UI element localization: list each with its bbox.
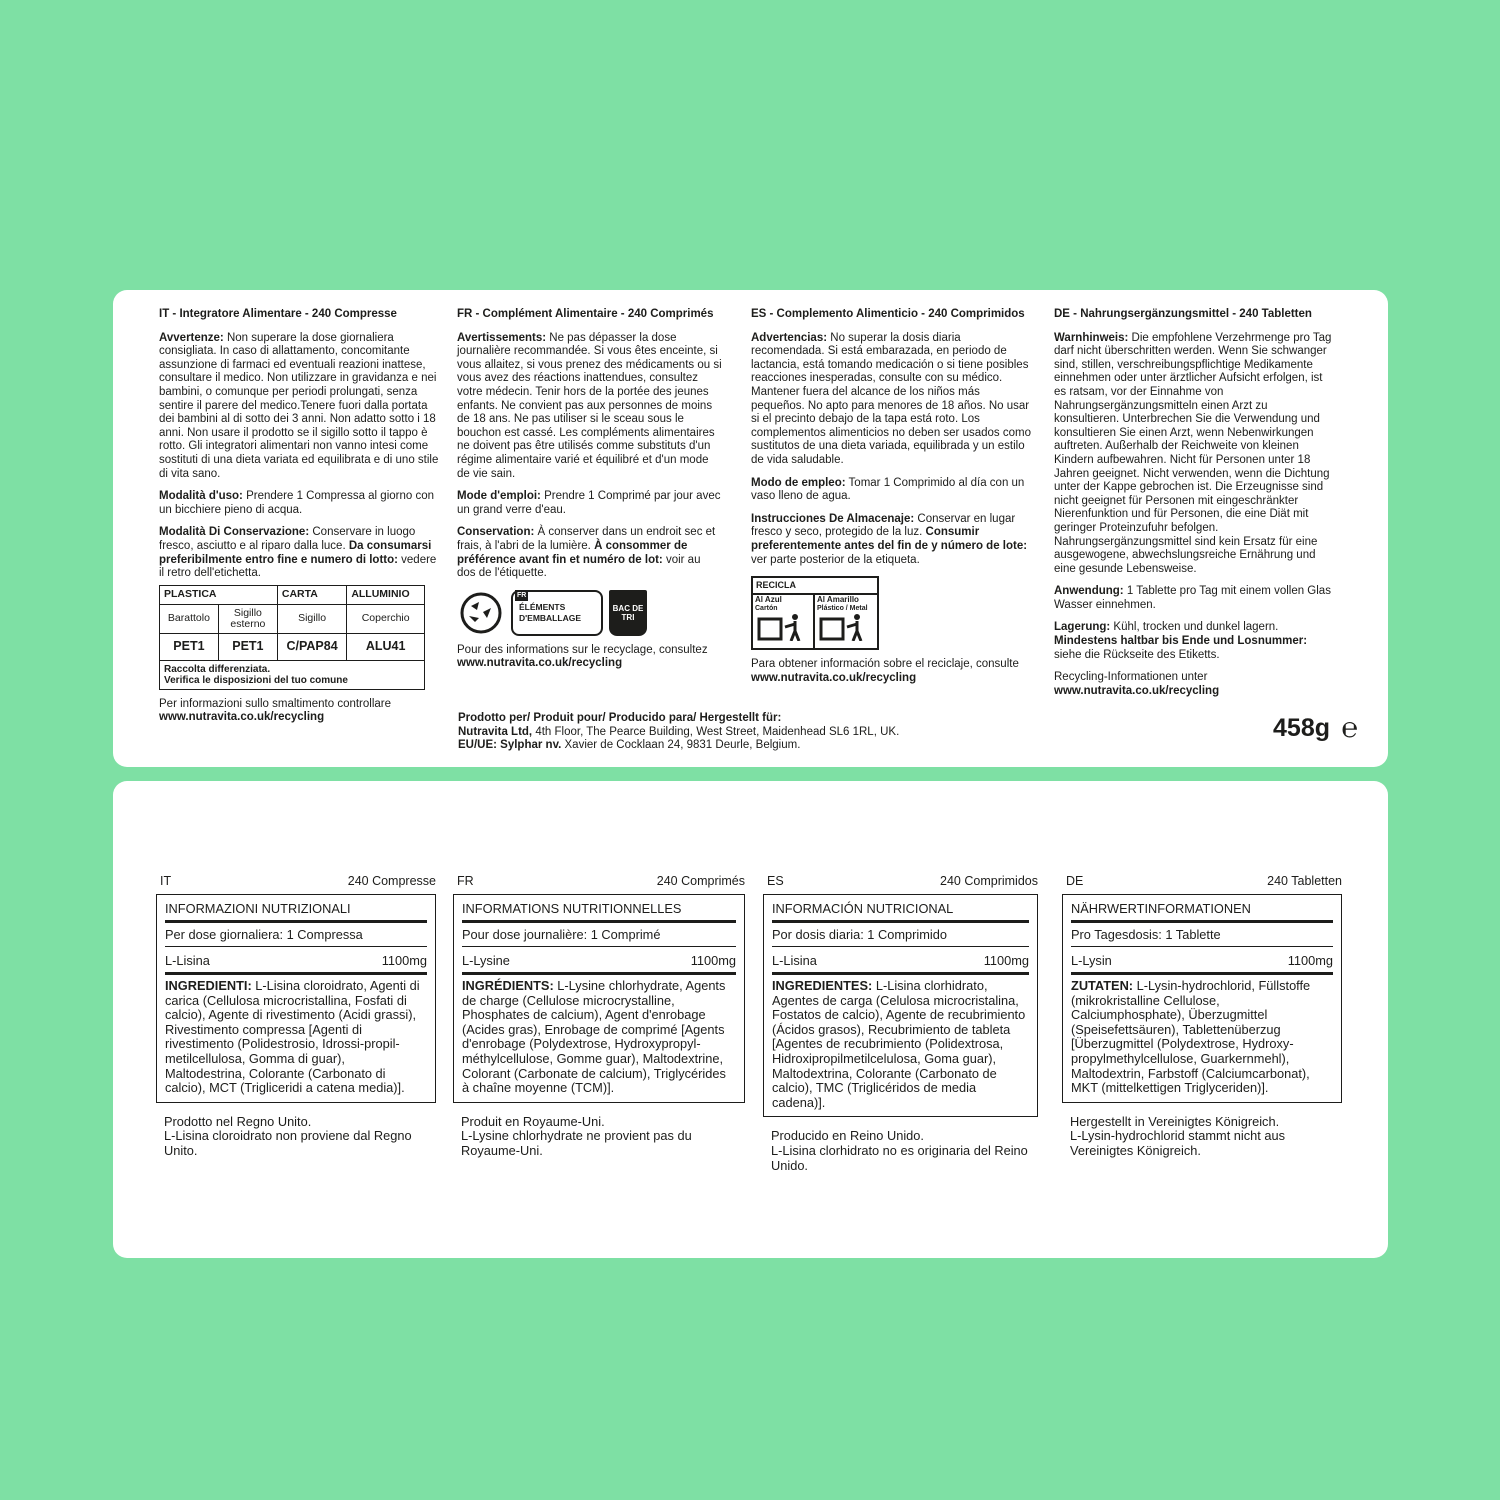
net-weight: 458g [1273,714,1330,742]
de-recycling-link[interactable]: www.nutravita.co.uk/recycling [1054,684,1220,697]
es-recycling-link[interactable]: www.nutravita.co.uk/recycling [751,671,917,684]
fr-recycling-link[interactable]: www.nutravita.co.uk/recycling [457,657,623,670]
origin-note: Produit en Royaume-Uni. L-Lysine chlorhydrate ne provient pas du Royaume-Uni. [461,1113,692,1158]
rec-cell: Sigillo [277,604,346,633]
es-recycling-info: Para obtener información sobre el reciclaje, consulte www.nutravita.co.uk/recycling [751,658,1019,684]
dose-line: Pour dose journalière: 1 Comprimé [462,923,736,947]
de-usage: Anwendung: 1 Tablette pro Tag mit einem vollen Glas Wasser einnehmen. [1054,585,1331,611]
ingredients: INGREDIENTES: L-Lisina clorhidrato, Agentes de carga (Celulosa microcristalina, Fostatos de calcio), Agente de recubrimiento (Ácidos grasos), Recubrimiento de tableta [Agentes de recubrimiento (Polidextrosa, Hidroxipropilmetilcelulosa, Goma guar), Maltodextrina, Colorante (Carbonato de calcio), TMC (Triglicéridos de media cadena)]. [772,978,1026,1110]
tablet-count: 240 Compresse [347,874,436,888]
rec-cell: ALLUMINIO [347,585,425,604]
rec-cell: Barattolo [160,604,219,633]
ingredients: INGRÉDIENTS: L-Lysine chlorhydrate, Agents de charge (Cellulose microcrystalline, Phosphates de calcium), Agent d'enrobage (Acides gras), Enrobage de comprimé [Agents d'enrobage (Polydextrose, Hydroxypropyl-méthylcellulose, Gomme guar), Maltodextrine, Colorant (Carbonate de calcium), Triglycérides à chaîne moyenne (TCM)]. [462,978,726,1096]
nutrition-box [156,894,436,1103]
rec-cell: CARTA [277,585,346,604]
fr-warnings: Avertissements: Ne pas dépasser la dose journalière recommandée. Si vous êtes enceinte, si vous allaitez, si vous prenez des médicaments ou si vous avez des réactions inattendues, consultez votre médecin. Tenir hors de la portée des jeunes enfants. Ne convient pas aux personnes de moins de 18 ans. Ne pas utiliser si le sceau sous le bouchon est cassé. Les compléments alimentaires ne doivent pas être utilisés comme substituts d'un régime alimentaire varié et équilibré et d'un mode de vie sain. [457,331,722,480]
it-storage: Modalità Di Conservazione: Conservare in luogo fresco, asciutto e al riparo dalla luce. Da consumarsi preferibilmente entro fine e numero di lotto: vedere il retro dell'etichetta. [159,526,437,580]
it-recycling-link[interactable]: www.nutravita.co.uk/recycling [159,711,325,724]
dose-line: Por dosis diaria: 1 Comprimido [772,923,1029,947]
origin-note: Prodotto nel Regno Unito. L-Lisina cloroidrato non proviene dal Regno Unito. [164,1113,412,1158]
lang-code: IT [160,874,172,888]
nutrition-title: NÄHRWERTINFORMATIONEN [1071,901,1333,923]
bac-de-tri-icon: BAC DE TRI [609,590,647,636]
fr-header: FR - Complément Alimentaire - 240 Comprimés [457,308,714,320]
nutrition-column-it [156,874,436,1159]
nutrition-column-de [1062,874,1342,1159]
nutrition-title: INFORMAZIONI NUTRIZIONALI [165,901,427,923]
e-mark-icon: ℮ [1341,712,1358,743]
rec-cell: C/PAP84 [277,633,346,660]
nutrition-column-es [763,874,1038,1173]
fr-column [457,308,722,671]
de-recycling-info: Recycling-Informationen unter [1054,671,1208,684]
nutrient-row: L-Lisina 1100mg [165,947,427,975]
recicla-badge: RECICLA Al Azul Cartón Al Amarillo Plástico / Metal [751,576,879,650]
it-recycling-info: Per informazioni sullo smaltimento controllare [159,697,392,710]
rec-cell: PET1 [160,633,219,660]
rec-cell: PLASTICA [160,585,278,604]
triman-logo [457,590,722,636]
it-header: IT - Integratore Alimentare - 240 Compresse [159,308,397,320]
rec-cell: ALU41 [347,633,425,660]
es-header: ES - Complemento Alimenticio - 240 Comprimidos [751,308,1025,320]
it-recycling-table [159,585,425,690]
rec-cell: Sigillo esterno [218,604,277,633]
ingredients: ZUTATEN: L-Lysin-hydrochlorid, Füllstoffe (mikrokristalline Cellulose, Calciumphosphate), Überzugmittel (Speisefettsäuren), Tablettenüberzug [Überzugmittel (Polydextrose, Hydroxy-propylmethylcellulose, Guarkernmehl), Maltodextrin, Farbstoff (Calciumcarbonat), MKT (mittelkettigen Triglyceriden)]. [1071,978,1311,1096]
dose-line: Per dose giornaliera: 1 Compressa [165,923,427,947]
lang-code: ES [767,874,784,888]
tablet-count: 240 Tabletten [1267,874,1342,888]
recicla-amarillo: Al Amarillo Plástico / Metal [815,593,877,648]
de-header: DE - Nahrungsergänzungsmittel - 240 Tabletten [1054,308,1312,320]
nutrition-column-fr [453,874,745,1159]
recicla-azul: Al Azul Cartón [753,593,815,648]
rec-note: Raccolta differenziata. Verifica le disposizioni del tuo comune [160,660,425,689]
triman-icon [457,590,505,636]
it-warnings: Avvertenze: Non superare la dose giornaliera consigliata. In caso di allattamento, concomitante assunzione di farmaci ed eventuali reazioni inattese, consultare il medico. Non utilizzare in gravidanza e nei bambini, o comunque per periodi prolungati, senza sentire il parere del medico.Tenere fuori dalla portata dei bambini al di sotto dei 3 anni. Non adatto sotto i 18 anni. Non usare il prodotto se il sigillo sotto il tappo è rotto. Gli integratori alimentari non vanno intesi come sostituti di una dieta variata ed equilibrata e di uno stile di vita sano. [159,331,439,480]
producer-info: Prodotto per/ Produit pour/ Producido para/ Hergestellt für: Nutravita Ltd, 4th Floor, The Pearce Building, West Street, Maidenhead SL6 1RL, UK. EU/UE: Sylphar nv. Xavier de Cocklaan 24, 9831 Deurle, Belgium. [458,712,900,752]
es-storage: Instrucciones De Almacenaje: Conservar en lugar fresco y seco, protegido de la luz. Consumir preferentemente antes del fin de y número de lote: ver parte posterior de la etiqueta. [751,512,1028,566]
label-panel-bottom [113,781,1388,1258]
nutrient-row: L-Lisina 1100mg [772,947,1029,975]
nutrition-title: INFORMACIÓN NUTRICIONAL [772,901,1029,923]
it-usage: Modalità d'uso: Prendere 1 Compressa al giorno con un bicchiere pieno di acqua. [159,490,435,516]
fr-usage: Mode d'emploi: Prendre 1 Comprimé par jour avec un grand verre d'eau. [457,490,721,516]
de-storage: Lagerung: Kühl, trocken und dunkel lagern. Mindestens haltbar bis Ende und Losnummer: siehe die Rückseite des Etiketts. [1054,621,1308,661]
rec-cell: PET1 [218,633,277,660]
fr-storage: Conservation: À conserver dans un endroit sec et frais, à l'abri de la lumière. À consommer de préférence avant fin et numéro de lot: voir au dos de l'étiquette. [457,526,716,580]
recycle-bin-icon [817,613,871,641]
nutrient-row: L-Lysine 1100mg [462,947,736,975]
nutrition-box [763,894,1038,1117]
it-column [159,308,439,725]
recycle-bin-icon [755,613,809,641]
lang-code: DE [1066,874,1084,888]
es-usage: Modo de empleo: Tomar 1 Comprimido al día con un vaso lleno de agua. [751,476,1025,503]
label-panel-top [113,290,1388,767]
nutrient-row: L-Lysin 1100mg [1071,947,1333,975]
nutrition-title: INFORMATIONS NUTRITIONNELLES [462,901,736,923]
nutrition-box [1062,894,1342,1103]
de-column [1054,308,1334,698]
tablet-count: 240 Comprimés [656,874,745,888]
origin-note: Hergestellt in Vereinigtes Königreich. L-Lysin-hydrochlorid stammt nicht aus Vereinigtes Königreich. [1070,1113,1286,1158]
tablet-count: 240 Comprimidos [940,874,1038,888]
lang-code: FR [457,874,474,888]
fr-recycling-info: Pour des informations sur le recyclage, consultez www.nutravita.co.uk/recycling [457,643,708,670]
es-column [751,308,1031,685]
origin-note: Producido en Reino Unido. L-Lisina clorhidrato no es originaria del Reino Unido. [771,1128,1028,1173]
de-warnings: Warnhinweis: Die empfohlene Verzehrmenge pro Tag darf nicht überschritten werden. Wenn Sie schwanger sind, stillen, verschreibungspflichtige Medikamente einnehmen oder unter ärztlicher Aufsicht erfolgen, ist es ratsam, vor der Einnahme von Nahrungsergänzungsmitteln einen Arzt zu konsultieren. Unterbrechen Sie die Verwendung und konsultieren Sie einen Arzt, wenn Nebenwirkungen auftreten. Außerhalb der Reichweite von kleinen Kindern aufbewahren. Nicht für Personen unter 18 Jahren geeignet. Nicht verwenden, wenn die Dichtung unter der Kappe gebrochen ist. Die Erzeugnisse sind nicht geeignet für Personen mit eingeschränkter Nierenfunktion und für Personen, die eine Diät mit geringer Proteinzufuhr befolgen. Nahrungsergänzungsmittel sind kein Ersatz für eine ausgewogene, abwechslungsreiche Ernährung und eine gesunde Lebensweise. [1054,331,1332,575]
dose-line: Pro Tagesdosis: 1 Tablette [1071,923,1333,947]
ingredients: INGREDIENTI: L-Lisina cloroidrato, Agenti di carica (Cellulosa microcristallina, Fosfati di calcio), Agente di rivestimento (Acidi grassi), Rivestimento compressa [Agenti di rivestimento (Polidestrosio, Idrossi-propil-metilcellulosa, Gomma di guar), Maltodestrina, Colorante (Carbonato di calcio), MCT (Trigliceridi a catena media)]. [165,978,420,1096]
rec-cell: Coperchio [347,604,425,633]
nutrition-box [453,894,745,1103]
es-warnings: Advertencias: No superar la dosis diaria recomendada. Si está embarazada, en periodo de lactancia, está tomando medicación o si tiene posibles reacciones inesperadas, consulte con su médico. Mantener fuera del alcance de los niños más pequeños. No apto para menores de 18 años. No usar si el precinto debajo de la tapa está roto. Los complementos alimenticios no deben ser usados como sustitutos de una dieta variada, equilibrada y un estilo de vida saludable. [751,331,1031,466]
emballage-badge: FR ÉLÉMENTS D'EMBALLAGE [511,590,603,636]
